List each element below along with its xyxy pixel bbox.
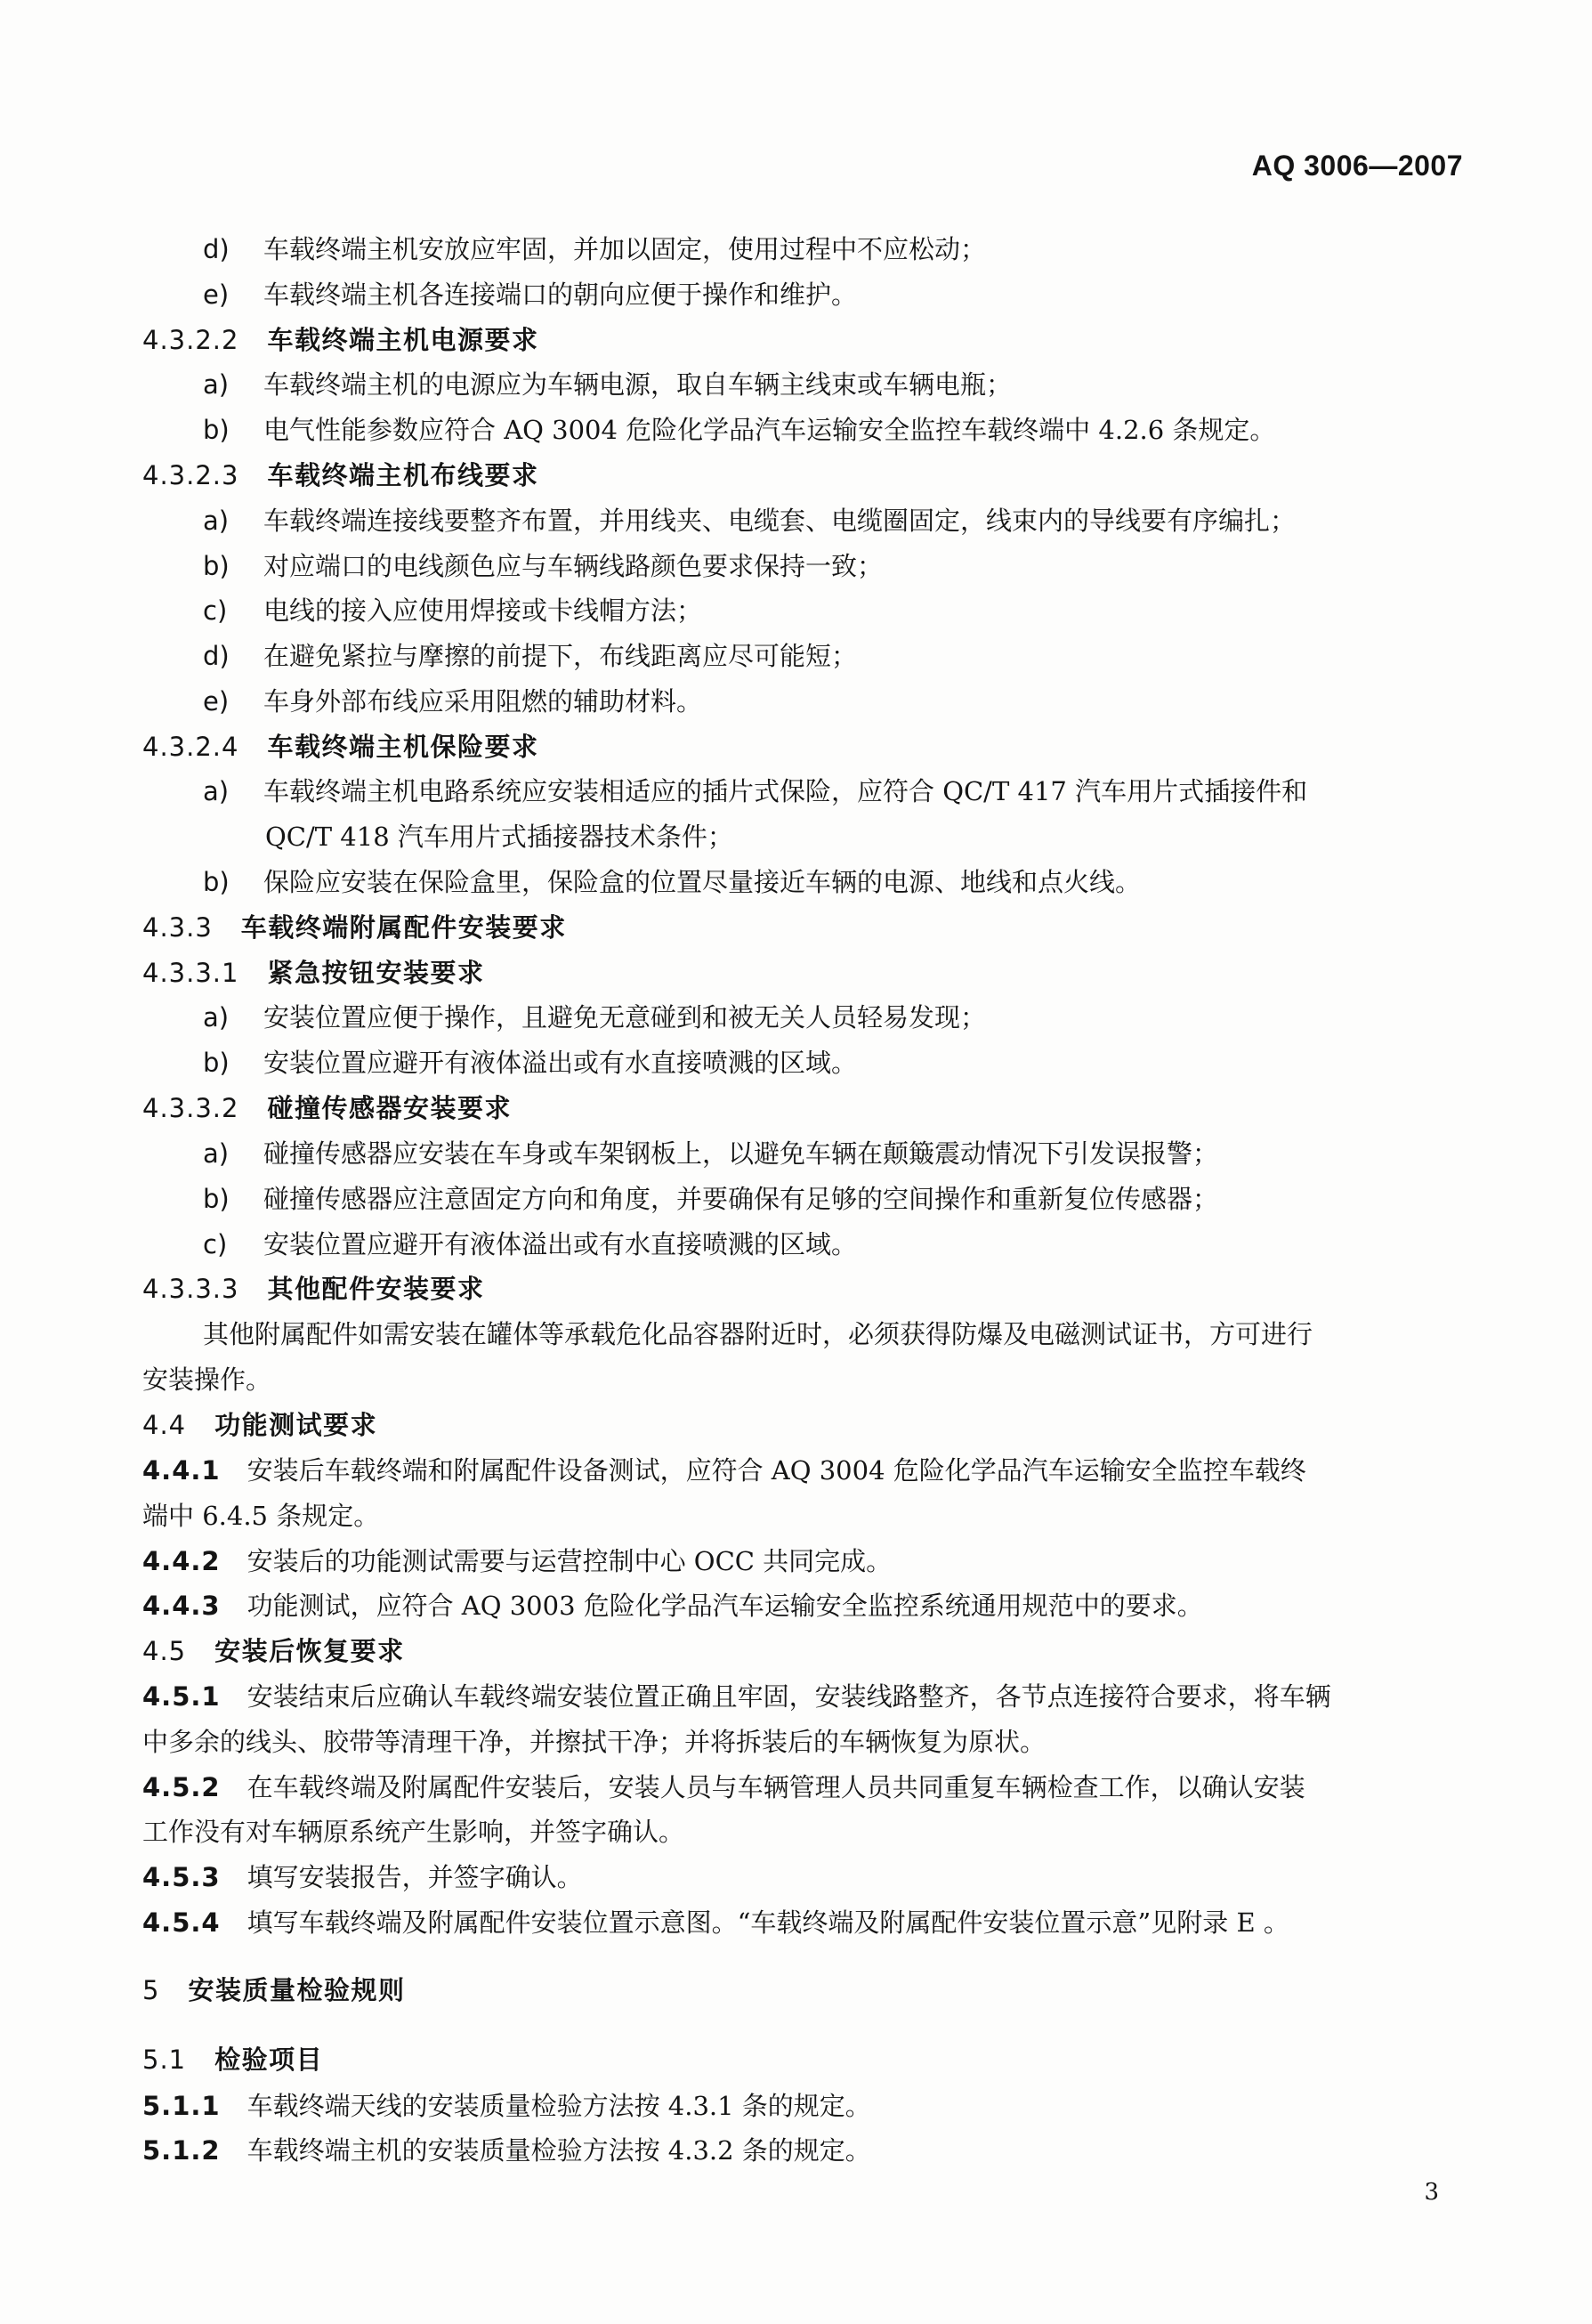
- text-line: [265, 821, 1463, 853]
- clause-line: [142, 1545, 1463, 1577]
- list-item: [203, 505, 1463, 537]
- item-text: 安装结束后应确认车载终端安装位置正确且牢固，安装线路整齐，各节点连接符合要求，将车辆: [246, 1681, 1331, 1712]
- item-text: 安装后车载终端和附属配件设备测试，应符合 AQ 3004 危险化学品汽车运输安全监控车载终: [246, 1455, 1306, 1486]
- section-heading: [142, 731, 1463, 763]
- item-number: 4.5: [142, 1636, 187, 1666]
- item-number: 5.1: [142, 2045, 187, 2075]
- item-text: 安装位置应便于操作，且避免无意碰到和被无关人员轻易发现；: [263, 1002, 987, 1032]
- item-text: 碰撞传感器安装要求: [267, 1093, 512, 1123]
- item-number: d): [203, 641, 230, 671]
- item-number: b): [203, 415, 230, 445]
- item-text: 中多余的线头、胶带等清理干净，并擦拭干净；并将拆装后的车辆恢复为原状。: [142, 1727, 1047, 1757]
- item-number: d): [203, 234, 230, 264]
- item-number: a): [203, 506, 230, 536]
- item-number: a): [203, 776, 230, 806]
- list-item: [203, 866, 1463, 898]
- list-item: [203, 414, 1463, 446]
- item-text: 车载终端天线的安装质量检验方法按 4.3.1 条的规定。: [246, 2091, 871, 2121]
- item-number: 4.3.3: [142, 912, 213, 943]
- item-text: 在车载终端及附属配件安装后，安装人员与车辆管理人员共同重复车辆检查工作，以确认安装: [246, 1772, 1305, 1802]
- item-text: 车载终端主机布线要求: [267, 460, 539, 490]
- item-text: 对应端口的电线颜色应与车辆线路颜色要求保持一致；: [263, 551, 884, 581]
- list-item: [203, 685, 1463, 717]
- item-text: 安装位置应避开有液体溢出或有水直接喷溅的区域。: [263, 1229, 858, 1259]
- item-number: 4.3.3.1: [142, 958, 239, 988]
- text-line: [203, 1318, 1463, 1350]
- item-number: 4.3.3.3: [142, 1274, 239, 1304]
- section-heading: [142, 1974, 1463, 2006]
- item-text: 车载终端主机的安装质量检验方法按 4.3.2 条的规定。: [246, 2135, 871, 2166]
- item-text: 功能测试，应符合 AQ 3003 危险化学品汽车运输安全监控系统通用规范中的要求。: [246, 1591, 1203, 1621]
- item-number: 5: [142, 1975, 160, 2005]
- item-text: 安装后的功能测试需要与运营控制中心 OCC 共同完成。: [246, 1546, 893, 1576]
- list-item: [203, 368, 1463, 401]
- item-text: 功能测试要求: [214, 1410, 378, 1440]
- clause-line: [142, 2134, 1463, 2166]
- item-text: 工作没有对车辆原系统产生影响，并签字确认。: [142, 1817, 685, 1847]
- item-number: b): [203, 1184, 230, 1214]
- item-number: 4.3.3.2: [142, 1093, 239, 1123]
- item-number: 4.5.4: [142, 1907, 221, 1938]
- item-text: 安装后恢复要求: [214, 1636, 405, 1666]
- text-line: [142, 1816, 1463, 1848]
- clause-line: [142, 1454, 1463, 1486]
- item-text: 填写安装报告，并签字确认。: [246, 1862, 583, 1892]
- list-item: [203, 1001, 1463, 1033]
- section-heading: [142, 2044, 1463, 2076]
- item-text: QC/T 418 汽车用片式插接器技术条件；: [265, 822, 733, 852]
- list-item: [203, 595, 1463, 627]
- item-number: c): [203, 595, 228, 626]
- section-heading: [142, 957, 1463, 989]
- list-item: [203, 640, 1463, 672]
- item-text: 紧急按钮安装要求: [267, 958, 485, 988]
- list-item: [203, 775, 1463, 807]
- text-line: [142, 1726, 1463, 1758]
- item-text: 安装质量检验规则: [188, 1975, 406, 2005]
- item-number: 4.3.2.2: [142, 325, 239, 355]
- item-number: 4.5.1: [142, 1681, 221, 1712]
- item-number: 4.5.3: [142, 1862, 221, 1892]
- item-text: 其他配件安装要求: [267, 1274, 485, 1304]
- item-text: 其他附属配件如需安装在罐体等承载危化品容器附近时，必须获得防爆及电磁测试证书，方可进行: [203, 1319, 1313, 1349]
- item-text: 车载终端连接线要整齐布置，并用线夹、电缆套、电缆圈固定，线束内的导线要有序编扎；: [263, 506, 1297, 536]
- section-heading: [142, 1635, 1463, 1667]
- item-number: e): [203, 686, 230, 717]
- clause-line: [142, 2090, 1463, 2122]
- section-heading: [142, 911, 1463, 943]
- item-text: 车身外部布线应采用阻燃的辅助材料。: [263, 686, 703, 717]
- list-item: [203, 1183, 1463, 1215]
- item-number: 4.3.2.4: [142, 732, 239, 762]
- item-number: b): [203, 1048, 230, 1078]
- item-text: 车载终端主机安放应牢固，并加以固定，使用过程中不应松动；: [263, 234, 987, 264]
- item-text: 安装位置应避开有液体溢出或有水直接喷溅的区域。: [263, 1048, 858, 1078]
- list-item: [203, 1047, 1463, 1079]
- section-heading: [142, 324, 1463, 356]
- section-heading: [142, 459, 1463, 491]
- item-text: 电线的接入应使用焊接或卡线帽方法；: [263, 595, 703, 626]
- item-number: b): [203, 867, 230, 897]
- item-text: 车载终端主机电路系统应安装相适应的插片式保险，应符合 QC/T 417 汽车用片式插接件和: [263, 776, 1308, 806]
- item-text: 端中 6.4.5 条规定。: [142, 1501, 380, 1531]
- item-text: 车载终端主机保险要求: [267, 732, 539, 762]
- section-heading: [142, 1092, 1463, 1124]
- item-number: 4.4.1: [142, 1455, 221, 1486]
- text-line: [142, 1364, 1463, 1396]
- item-number: 4.4: [142, 1410, 187, 1440]
- item-number: a): [203, 1002, 230, 1032]
- section-heading: [142, 1409, 1463, 1441]
- page-number: 3: [1424, 2179, 1439, 2206]
- clause-line: [142, 1771, 1463, 1803]
- item-number: c): [203, 1229, 228, 1259]
- list-item: [203, 279, 1463, 311]
- clause-line: [142, 1590, 1463, 1622]
- item-number: a): [203, 1138, 230, 1169]
- list-item: [203, 233, 1463, 265]
- item-text: 碰撞传感器应注意固定方向和角度，并要确保有足够的空间操作和重新复位传感器；: [263, 1184, 1219, 1214]
- item-text: 车载终端主机各连接端口的朝向应便于操作和维护。: [263, 279, 858, 310]
- item-number: b): [203, 551, 230, 581]
- item-text: 保险应安装在保险盒里，保险盒的位置尽量接近车辆的电源、地线和点火线。: [263, 867, 1142, 897]
- item-text: 电气性能参数应符合 AQ 3004 危险化学品汽车运输安全监控车载终端中 4.2.6 条规定。: [263, 415, 1276, 445]
- item-number: 4.4.2: [142, 1546, 221, 1576]
- item-text: 车载终端主机的电源应为车辆电源，取自车辆主线束或车辆电瓶；: [263, 369, 1013, 400]
- item-number: 4.5.2: [142, 1772, 221, 1802]
- text-line: [142, 1500, 1463, 1532]
- item-text: 检验项目: [214, 2045, 324, 2075]
- item-number: 4.4.3: [142, 1591, 221, 1621]
- item-number: a): [203, 369, 230, 400]
- clause-line: [142, 1680, 1463, 1713]
- item-number: e): [203, 279, 230, 310]
- item-text: 车载终端主机电源要求: [267, 325, 539, 355]
- list-item: [203, 550, 1463, 582]
- item-text: 车载终端附属配件安装要求: [240, 912, 567, 943]
- item-text: 在避免紧拉与摩擦的前提下，布线距离应尽可能短；: [263, 641, 858, 671]
- section-heading: [142, 1273, 1463, 1305]
- item-number: 5.1.1: [142, 2091, 221, 2121]
- item-number: 4.3.2.3: [142, 460, 239, 490]
- item-number: 5.1.2: [142, 2135, 221, 2166]
- clause-line: [142, 1907, 1463, 1939]
- list-item: [203, 1228, 1463, 1260]
- item-text: 碰撞传感器应安装在车身或车架钢板上，以避免车辆在颠簸震动情况下引发误报警；: [263, 1138, 1219, 1169]
- list-item: [203, 1138, 1463, 1170]
- item-text: 填写车载终端及附属配件安装位置示意图。“车载终端及附属配件安装位置示意”见附录 E 。: [246, 1907, 1289, 1938]
- standard-code: AQ 3006—2007: [1251, 150, 1463, 182]
- clause-line: [142, 1861, 1463, 1893]
- item-text: 安装操作。: [142, 1364, 272, 1395]
